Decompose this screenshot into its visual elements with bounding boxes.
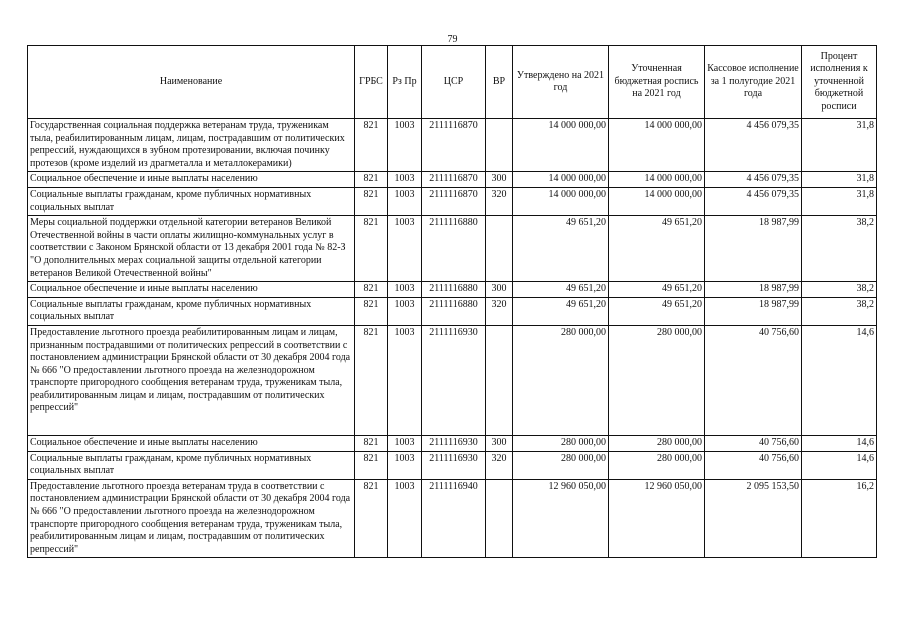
cell-name: Меры социальной поддержки отдельной категории ветеранов Великой Отечественной войны в части оплаты жилищно-коммунальных услуг в соответствии с Законом Брянской области от 13 декабря 2001 года № 82-З "О дополнительных мерах социальной защиты отдельной категории ветеранов Великой Отечественной войны" [28,216,355,282]
cell-name: Предоставление льготного проезда ветеранам труда в соответствии с постановлением администрации Брянской области от 30 декабря 2004 года № 666 "О предоставлении льготного проезда на железнодорожном транспорте пригородного сообщения ветеранам труда, труженикам тыла, реабилитированным лицам и лицам, пострадавшим от политических репрессий" [28,479,355,558]
cell-refined: 49 651,20 [609,297,705,325]
cell-csr: 2111116880 [422,282,486,298]
cell-approved: 280 000,00 [513,436,609,452]
cell-vr [486,479,513,558]
header-name: Наименование [28,46,355,119]
cell-rzpr: 1003 [388,216,422,282]
cell-csr: 2111116870 [422,187,486,215]
budget-table [27,45,877,558]
header-rzpr: Рз Пр [388,46,422,119]
cell-vr [486,325,513,435]
cell-approved: 49 651,20 [513,282,609,298]
cell-rzpr: 1003 [388,451,422,479]
header-vr: ВР [486,46,513,119]
cell-vr: 300 [486,172,513,188]
header-cash: Кассовое исполнение за 1 полугодие 2021 года [705,46,802,119]
cell-cash: 18 987,99 [705,216,802,282]
cell-cash: 4 456 079,35 [705,172,802,188]
cell-percent: 38,2 [802,216,877,282]
cell-vr: 320 [486,187,513,215]
cell-approved: 280 000,00 [513,325,609,435]
cell-percent: 31,8 [802,187,877,215]
cell-grbs: 821 [355,479,388,558]
header-percent: Процент исполнения к уточненной бюджетной росписи [802,46,877,119]
cell-grbs: 821 [355,216,388,282]
cell-cash: 40 756,60 [705,451,802,479]
cell-cash: 18 987,99 [705,282,802,298]
cell-grbs: 821 [355,119,388,172]
cell-csr: 2111116930 [422,436,486,452]
cell-cash: 40 756,60 [705,325,802,435]
cell-refined: 14 000 000,00 [609,187,705,215]
table-row [28,187,877,215]
table-row [28,479,877,558]
cell-percent: 14,6 [802,451,877,479]
cell-grbs: 821 [355,187,388,215]
cell-cash: 18 987,99 [705,297,802,325]
table-row [28,119,877,172]
cell-cash: 40 756,60 [705,436,802,452]
table-row [28,436,877,452]
header-row [28,46,877,119]
table-row [28,282,877,298]
table-row [28,451,877,479]
cell-approved: 49 651,20 [513,297,609,325]
cell-rzpr: 1003 [388,436,422,452]
cell-approved: 12 960 050,00 [513,479,609,558]
table-row [28,216,877,282]
cell-grbs: 821 [355,325,388,435]
cell-vr [486,216,513,282]
header-grbs: ГРБС [355,46,388,119]
cell-csr: 2111116880 [422,297,486,325]
cell-rzpr: 1003 [388,479,422,558]
cell-rzpr: 1003 [388,172,422,188]
cell-refined: 280 000,00 [609,451,705,479]
cell-refined: 14 000 000,00 [609,172,705,188]
cell-cash: 4 456 079,35 [705,187,802,215]
cell-approved: 280 000,00 [513,451,609,479]
cell-approved: 14 000 000,00 [513,187,609,215]
cell-approved: 14 000 000,00 [513,119,609,172]
cell-vr: 320 [486,297,513,325]
cell-csr: 2111116880 [422,216,486,282]
cell-refined: 280 000,00 [609,325,705,435]
cell-refined: 49 651,20 [609,282,705,298]
cell-grbs: 821 [355,451,388,479]
cell-grbs: 821 [355,172,388,188]
header-csr: ЦСР [422,46,486,119]
table-row [28,325,877,435]
cell-rzpr: 1003 [388,325,422,435]
cell-name: Предоставление льготного проезда реабилитированным лицам и лицам, признанным пострадавшими от политических репрессий в соответствии с постановлением администрации Брянской области от 30 декабря 2004 года № 666 "О предоставлении льготного проезда на железнодорожном транспорте пригородного сообщения ветеранам труда, труженикам тыла, реабилитированным лицам и лицам, пострадавшим от политических репрессий" [28,325,355,435]
cell-percent: 38,2 [802,297,877,325]
cell-refined: 280 000,00 [609,436,705,452]
cell-vr [486,119,513,172]
cell-rzpr: 1003 [388,119,422,172]
cell-name: Социальные выплаты гражданам, кроме публичных нормативных социальных выплат [28,187,355,215]
table-row [28,297,877,325]
cell-percent: 38,2 [802,282,877,298]
cell-percent: 31,8 [802,119,877,172]
cell-rzpr: 1003 [388,297,422,325]
cell-name: Социальные выплаты гражданам, кроме публичных нормативных социальных выплат [28,451,355,479]
cell-approved: 49 651,20 [513,216,609,282]
cell-cash: 2 095 153,50 [705,479,802,558]
cell-percent: 16,2 [802,479,877,558]
cell-refined: 14 000 000,00 [609,119,705,172]
cell-percent: 31,8 [802,172,877,188]
cell-name: Государственная социальная поддержка ветеранам труда, труженикам тыла, реабилитированным лицам, лицам, пострадавшим от политических репрессий, нуждающихся в зубном протезировании, включая починку протезов (кроме изделий из драгметалла и металлокерамики) [28,119,355,172]
cell-vr: 300 [486,282,513,298]
cell-name: Социальное обеспечение и иные выплаты населению [28,172,355,188]
cell-cash: 4 456 079,35 [705,119,802,172]
cell-percent: 14,6 [802,436,877,452]
cell-name: Социальные выплаты гражданам, кроме публичных нормативных социальных выплат [28,297,355,325]
cell-grbs: 821 [355,282,388,298]
cell-percent: 14,6 [802,325,877,435]
cell-csr: 2111116930 [422,325,486,435]
page-number: 79 [447,34,458,45]
cell-grbs: 821 [355,436,388,452]
cell-name: Социальное обеспечение и иные выплаты населению [28,282,355,298]
cell-rzpr: 1003 [388,282,422,298]
cell-refined: 12 960 050,00 [609,479,705,558]
cell-csr: 2111116940 [422,479,486,558]
cell-rzpr: 1003 [388,187,422,215]
cell-csr: 2111116870 [422,119,486,172]
cell-vr: 300 [486,436,513,452]
header-approved: Утверждено на 2021 год [513,46,609,119]
cell-csr: 2111116930 [422,451,486,479]
cell-refined: 49 651,20 [609,216,705,282]
cell-csr: 2111116870 [422,172,486,188]
table-row [28,172,877,188]
cell-grbs: 821 [355,297,388,325]
cell-approved: 14 000 000,00 [513,172,609,188]
cell-vr: 320 [486,451,513,479]
cell-name: Социальное обеспечение и иные выплаты населению [28,436,355,452]
header-refined: Уточненная бюджетная роспись на 2021 год [609,46,705,119]
table-body [28,119,877,558]
